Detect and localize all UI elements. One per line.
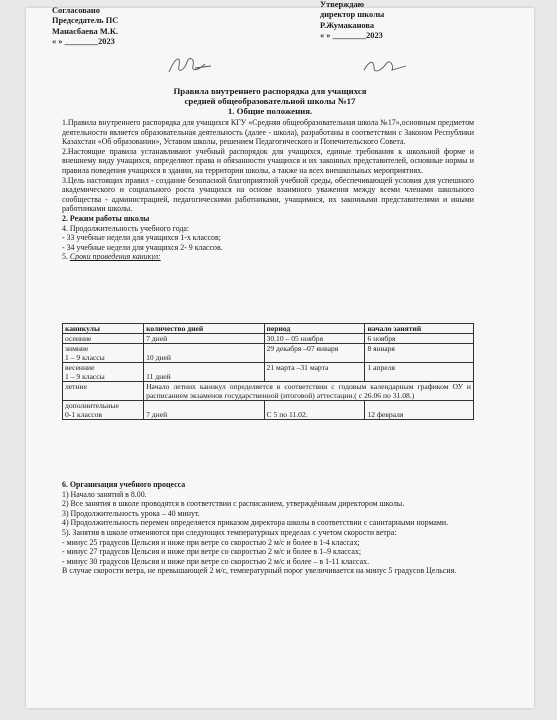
- table-row: [63, 401, 474, 420]
- cell-line: 0-1 классов: [65, 410, 102, 419]
- table-cell: С 5 по 11.02.: [264, 401, 365, 420]
- paragraph: 1) Начало занятий в 8.00.: [62, 489, 147, 499]
- title-line1: Правила внутреннего распорядка для учащихся: [173, 86, 367, 96]
- cell-line: дополнительные: [65, 401, 119, 410]
- table-cell: 10 дней: [144, 344, 264, 363]
- table-cell: 7 дней: [144, 401, 264, 420]
- table-row: [63, 344, 474, 363]
- title-line2: средней общеобразовательной школы №17: [184, 96, 356, 107]
- underlined-label: Сроки проведения каникул:: [69, 252, 161, 262]
- paragraph: [62, 252, 474, 262]
- table-row: [63, 363, 474, 382]
- cell-line: зимние: [65, 344, 89, 353]
- column-header: количество дней: [144, 324, 264, 334]
- table-cell: 29 декабря –07 января: [264, 344, 365, 363]
- cell-line: 1 – 9 классы: [65, 353, 105, 362]
- approval-right-line2: директор школы: [320, 10, 385, 20]
- table-cell: 8 января: [365, 344, 474, 363]
- paragraph: 4) Продолжительность перемен определяется приказом директора школы в соответствии с санитарными нормами.: [62, 518, 449, 528]
- approval-left-line1: Согласовано: [52, 6, 100, 15]
- column-header: начало занятий: [365, 324, 474, 334]
- list-item: - минус 30 градусов Цельсия и ниже при ветре со скоростью 2 м/с и более – в 1-11 классах.: [62, 556, 370, 566]
- list-item: - минус 27 градусов Цельсия и ниже при ветре со скоростью 2 м/с и более в 1–9 классах;: [62, 547, 362, 557]
- list-item: - 33 учебные недели для учащихся 1-х классов;: [62, 233, 221, 243]
- approval-right-line3: Р.Жумаканова: [320, 20, 375, 30]
- approval-left-line2: Председатель ПС: [52, 16, 119, 26]
- list-item: - 34 учебные недели для учащихся 2- 9 классов.: [62, 242, 223, 252]
- section-heading: 2. Режим работы школы: [62, 213, 150, 223]
- column-header: каникулы: [63, 324, 144, 334]
- paragraph: 2) Все занятия в школе проводятся в соответствии с расписанием, утверждённым директором школы.: [62, 499, 405, 509]
- section-heading: 6. Организация учебного процесса: [62, 480, 186, 489]
- signature-icon: [362, 56, 408, 76]
- approval-block-left: [52, 6, 222, 48]
- table-cell: 12 февраля: [365, 401, 474, 420]
- approval-right-line1: Утверждаю: [320, 0, 365, 9]
- vacation-table: [62, 323, 474, 420]
- table-row: [63, 334, 474, 344]
- table-cell: 11 дней: [144, 363, 264, 382]
- paragraph: 5). Занятия в школе отменяются при следующих температурных пределах с учетом скорости ветра:: [62, 527, 397, 537]
- table-cell: осенние: [63, 334, 144, 344]
- paragraph: 2.Настоящие правила устанавливают учебный распорядок для учащихся, единые требования к школьной форме и внешнему виду учащихся, определяют права и обязанности учащихся и их законных представителей, основные нормы и правила поведения учащихся в здании, на территории школы, а также на всех внешкольных мероприятиях.: [62, 146, 474, 175]
- table-cell: [63, 344, 144, 363]
- table-cell: 21 марта –31 марта: [264, 363, 365, 382]
- table-cell: 30.10 – 05 ноября: [264, 334, 365, 344]
- cell-line: весенние: [65, 363, 95, 372]
- table-row: [63, 382, 474, 401]
- document-title: [40, 86, 500, 117]
- approval-block-right: [320, 0, 490, 42]
- section-1-body: [62, 118, 474, 262]
- table-cell: 7 дней: [144, 334, 264, 344]
- paragraph: 3) Продолжительность урока – 40 минут.: [62, 508, 200, 518]
- approval-left-line4: « » ________2023: [52, 37, 115, 47]
- table-cell: [63, 363, 144, 382]
- paragraph: 3.Цель настоящих правил - создание безопасной благоприятной учебной среды, обеспечивающей условия для успешного академического и социального роста учащихся на основе взаимного уважения между всеми членами школьного сообщества - администрацией, педагогическими работниками, учащимися, их законными представителями и иными работниками школы.: [62, 175, 474, 214]
- approval-left-line3: Манасбаева М.К.: [52, 26, 118, 36]
- item-number: 5.: [62, 252, 68, 262]
- signature-icon: [165, 52, 213, 78]
- table-header-row: [63, 324, 474, 334]
- table-cell: 6 ноября: [365, 334, 474, 344]
- paragraph: 4. Продолжительность учебного года:: [62, 223, 190, 233]
- paragraph: В случае скорости ветра, не превышающей 2 м/с, температурный порог увеличивается на минус 5 градусов Цельсия.: [62, 566, 457, 576]
- column-header: период: [264, 324, 365, 334]
- approval-right-line4: « » ________2023: [320, 31, 383, 41]
- cell-line: 1 – 9 классы: [65, 372, 105, 381]
- paragraph: 1.Правила внутреннего распорядка для учащихся КГУ «Средняя общеобразовательная школа №17»,основным предметом деятельности является образовательная деятельность (далее - школа), разработаны в соответствии с Законом Республики Казахстан «Об образовании», Уставом школы, решением Педагогического и Попечительского Совета.: [62, 118, 474, 147]
- title-line3: 1. Общие положения.: [227, 106, 313, 117]
- table-cell: [63, 401, 144, 420]
- section-6-body: [62, 480, 474, 576]
- table-cell: 1 апреля: [365, 363, 474, 382]
- list-item: - минус 25 градусов Цельсия и ниже при ветре со скоростью 2 м/с и более в 1-4 классах;: [62, 537, 360, 547]
- summer-note-cell: Начало летних каникул определяется в соответствии с годовым календарным графиком ОУ и расписанием экзаменов государственной (итоговой) аттестации.( с 26.06 по 31.08.): [144, 382, 474, 401]
- table-cell: летние: [63, 382, 144, 401]
